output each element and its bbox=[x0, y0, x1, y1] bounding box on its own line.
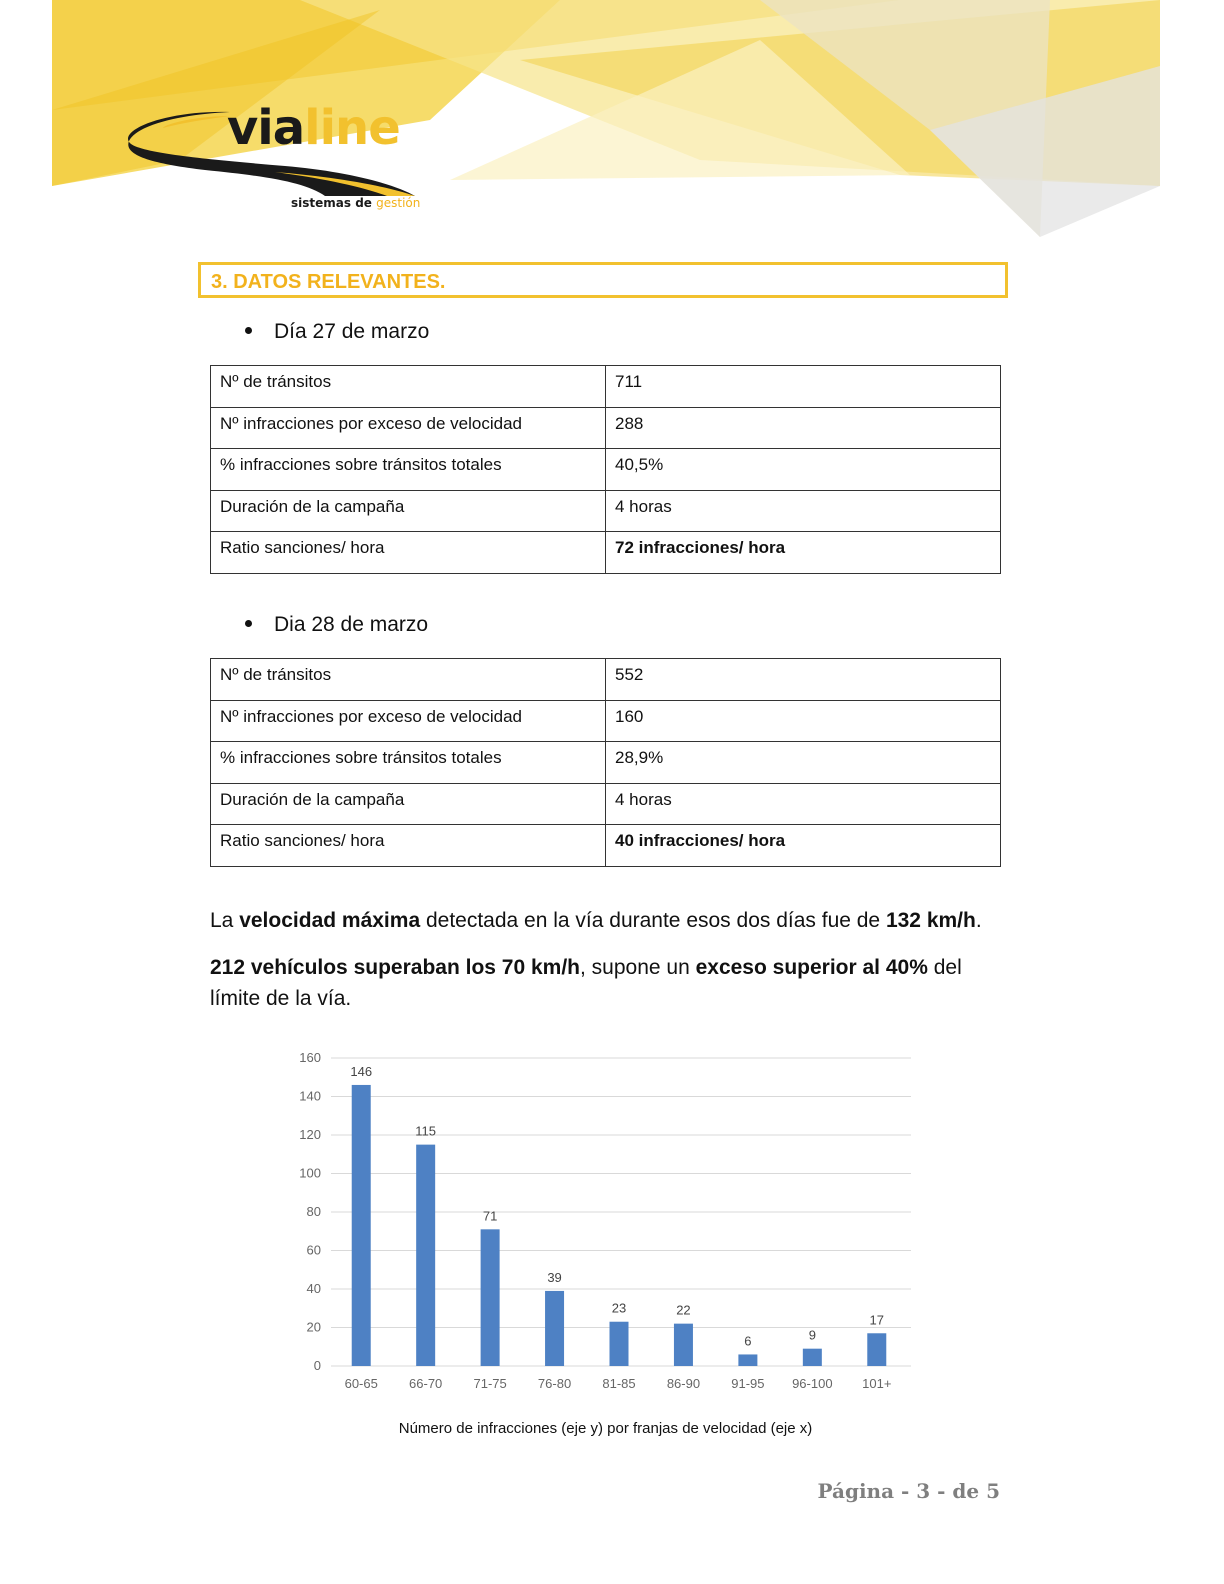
logo-via-text: via bbox=[227, 100, 305, 156]
x-tick-label: 91-95 bbox=[731, 1376, 765, 1391]
table-label: Ratio sanciones/ hora bbox=[211, 532, 606, 574]
bar bbox=[352, 1085, 371, 1366]
logo-tagline bbox=[291, 196, 420, 210]
x-tick-label: 81-85 bbox=[602, 1376, 636, 1391]
y-tick-label: 40 bbox=[306, 1281, 321, 1296]
table-value: 28,9% bbox=[606, 742, 1001, 784]
page-number: Página - 3 - de 5 bbox=[817, 1479, 1000, 1503]
text-run-bold: 212 vehículos superaban los 70 km/h bbox=[210, 956, 580, 979]
x-tick-label: 71-75 bbox=[473, 1376, 507, 1391]
y-tick-label: 120 bbox=[299, 1127, 321, 1142]
text-run: La bbox=[210, 909, 240, 932]
table-value: 40,5% bbox=[606, 449, 1001, 491]
speed-infractions-bar-chart bbox=[285, 1045, 925, 1405]
data-label: 39 bbox=[547, 1269, 562, 1285]
text-run-bold: exceso superior al 40% bbox=[695, 956, 928, 979]
logo-tagline-part2: gestión bbox=[376, 196, 421, 210]
summary-paragraph-1 bbox=[210, 905, 1002, 936]
table-value: 711 bbox=[606, 366, 1001, 408]
logo-tagline-part1: sistemas de bbox=[291, 196, 377, 210]
data-label: 115 bbox=[415, 1123, 437, 1139]
x-tick-label: 76-80 bbox=[537, 1376, 572, 1391]
table-value: 4 horas bbox=[606, 490, 1001, 532]
day1-table bbox=[210, 365, 1001, 574]
x-tick-label: 101+ bbox=[862, 1376, 892, 1391]
table-label: % infracciones sobre tránsitos totales bbox=[211, 742, 606, 784]
data-label: 22 bbox=[676, 1302, 691, 1318]
table-row bbox=[211, 659, 1001, 701]
table-value: 160 bbox=[606, 700, 1001, 742]
x-tick-label: 66-70 bbox=[409, 1376, 443, 1391]
table-label: Nº de tránsitos bbox=[211, 659, 606, 701]
table-value: 72 infracciones/ hora bbox=[606, 532, 1001, 574]
bullet-dot-icon bbox=[245, 327, 252, 334]
y-tick-label: 60 bbox=[306, 1242, 321, 1258]
table-row bbox=[211, 700, 1001, 742]
bar bbox=[867, 1333, 886, 1366]
table-value: 4 horas bbox=[606, 783, 1001, 825]
y-tick-label: 80 bbox=[306, 1204, 321, 1219]
bar bbox=[610, 1322, 629, 1366]
table-row bbox=[211, 449, 1001, 491]
table-row bbox=[211, 490, 1001, 532]
day1-title: Día 27 de marzo bbox=[274, 320, 430, 343]
table-value: 288 bbox=[606, 407, 1001, 449]
table-row bbox=[211, 407, 1001, 449]
table-row bbox=[211, 783, 1001, 825]
x-tick-label: 96-100 bbox=[792, 1376, 833, 1391]
data-label: 146 bbox=[350, 1063, 373, 1079]
day2-table bbox=[210, 658, 1001, 867]
bar bbox=[416, 1145, 435, 1366]
logo-wordmark bbox=[227, 100, 400, 156]
y-tick-label: 160 bbox=[299, 1050, 321, 1065]
table-label: Duración de la campaña bbox=[211, 490, 606, 532]
text-run: , supone un bbox=[580, 956, 696, 979]
day2-bullet bbox=[245, 613, 428, 637]
table-label: Nº infracciones por exceso de velocidad bbox=[211, 407, 606, 449]
logo-line-text: line bbox=[304, 100, 400, 156]
bullet-dot-icon bbox=[245, 620, 252, 627]
table-row bbox=[211, 532, 1001, 574]
y-tick-label: 100 bbox=[299, 1165, 321, 1181]
table-row bbox=[211, 825, 1001, 867]
chart-caption: Número de infracciones (eje y) por franjas de velocidad (eje x) bbox=[398, 1420, 813, 1437]
table-value: 40 infracciones/ hora bbox=[606, 825, 1001, 867]
section-heading-box bbox=[198, 262, 1008, 298]
y-tick-label: 20 bbox=[306, 1319, 321, 1335]
y-tick-label: 0 bbox=[313, 1358, 321, 1373]
text-run: . bbox=[975, 909, 982, 932]
table-label: Nº de tránsitos bbox=[211, 366, 606, 408]
data-label: 9 bbox=[808, 1327, 816, 1343]
bar bbox=[545, 1291, 564, 1366]
table-row bbox=[211, 366, 1001, 408]
y-tick-label: 140 bbox=[299, 1088, 321, 1104]
text-run-bold: 132 km/h bbox=[885, 909, 976, 932]
data-label: 71 bbox=[482, 1208, 498, 1224]
text-run: del límite de la vía. bbox=[210, 956, 962, 1010]
day1-bullet bbox=[245, 320, 429, 344]
day2-title: Dia 28 de marzo bbox=[274, 613, 429, 636]
table-label: % infracciones sobre tránsitos totales bbox=[211, 449, 606, 491]
table-label: Ratio sanciones/ hora bbox=[211, 825, 606, 867]
section-heading: 3. DATOS RELEVANTES. bbox=[211, 271, 446, 293]
summary-paragraph-2 bbox=[210, 952, 1002, 1014]
text-run: detectada en la vía durante esos dos días fue de bbox=[420, 909, 886, 932]
bar bbox=[674, 1324, 693, 1366]
x-tick-label: 60-65 bbox=[344, 1376, 378, 1391]
table-label: Nº infracciones por exceso de velocidad bbox=[211, 700, 606, 742]
x-tick-label: 86-90 bbox=[666, 1376, 701, 1391]
bar bbox=[481, 1229, 500, 1366]
bar bbox=[738, 1354, 757, 1366]
data-label: 6 bbox=[744, 1333, 752, 1349]
data-label: 23 bbox=[611, 1300, 627, 1316]
table-label: Duración de la campaña bbox=[211, 783, 606, 825]
table-value: 552 bbox=[606, 659, 1001, 701]
data-label: 17 bbox=[869, 1312, 885, 1328]
text-run-bold: velocidad máxima bbox=[239, 909, 421, 932]
table-row bbox=[211, 742, 1001, 784]
bar bbox=[803, 1349, 822, 1366]
